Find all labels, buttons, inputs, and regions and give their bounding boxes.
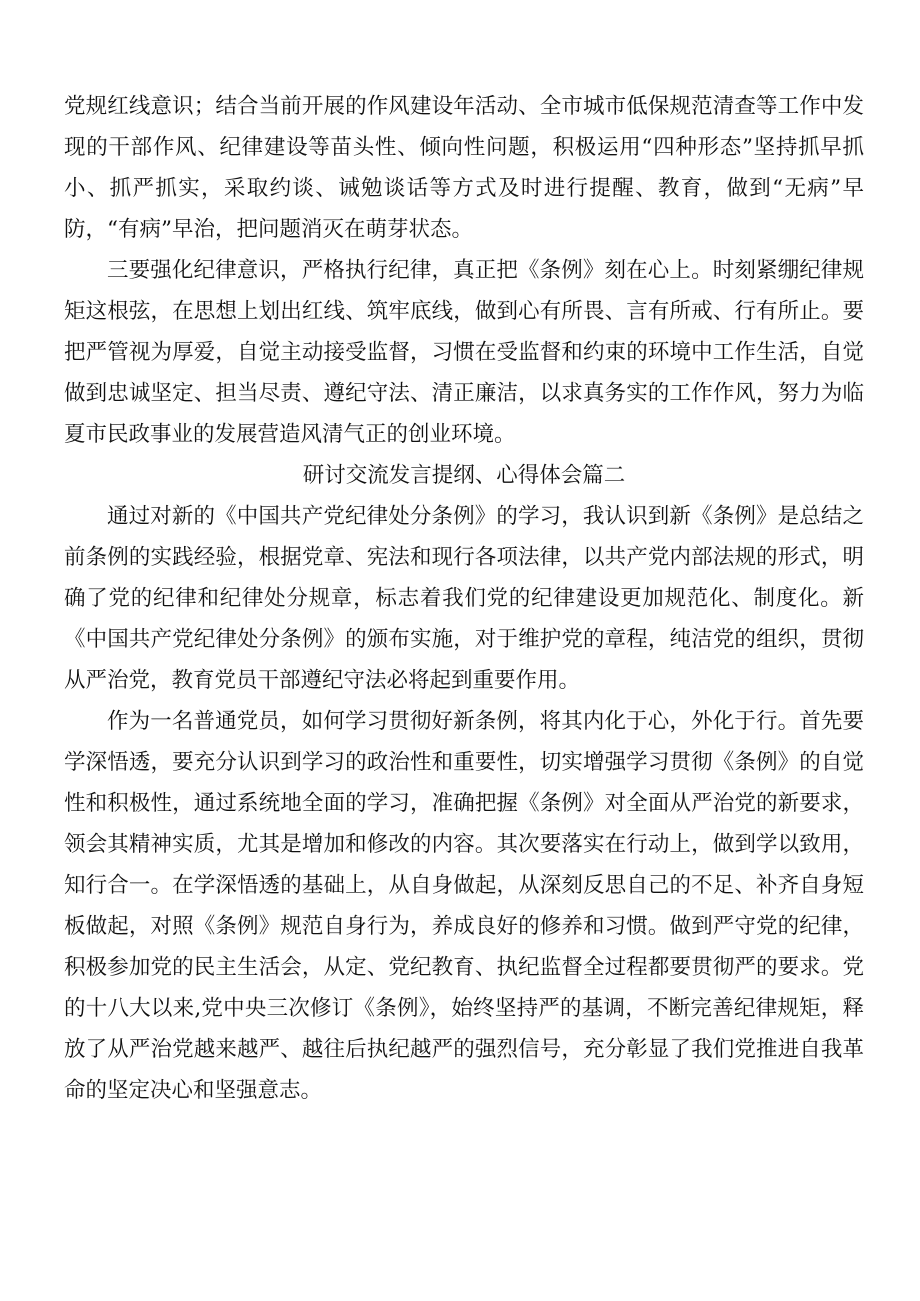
paragraph-4: 作为一名普通党员，如何学习贯彻好新条例，将其内化于心，外化于行。首先要学深悟透，要充分认识到学习的政治性和重要性，切实增强学习贯彻《条例》的自觉性和积极性，通过系统地全面的学习，准确把握《条例》对全面从严治党的新要求，领会其精神实质，尤其是增加和修改的内容。其次要落实在行动上，做到学以致用，知行合一。在学深悟透的基础上，从自身做起，从深刻反思自己的不足、补齐自身短板做起，对照《条例》规范自身行为，养成良好的修养和习惯。做到严守党的纪律，积极参加党的民主生活会，从定、党纪教育、执纪监督全过程都要贯彻严的要求。党的十八大以来,党中央三次修订《条例》，始终坚持严的基调，不断完善纪律规矩，释放了从严治党越来越严、越往后执纪越严的强烈信号，充分彰显了我们党推进自我革命的坚定决心和坚强意志。 <box>64 709 864 1103</box>
document-page <box>64 86 864 1111</box>
section-title: 研讨交流发言提纲、心得体会篇二 <box>302 463 626 488</box>
paragraph-3: 通过对新的《中国共产党纪律处分条例》的学习，我认识到新《条例》是总结之前条例的实践经验，根据党章、宪法和现行各项法律，以共产党内部法规的形式，明确了党的纪律和纪律处分规章，标志着我们党的纪律建设更加规范化、制度化。新《中国共产党纪律处分条例》的颁布实施，对于维护党的章程，纯洁党的组织，贯彻从严治党，教育党员干部遵纪守法必将起到重要作用。 <box>64 504 864 693</box>
paragraph-1: 党规红线意识；结合当前开展的作风建设年活动、全市城市低保规范清查等工作中发现的干部作风、纪律建设等苗头性、倾向性问题，积极运用“四种形态”坚持抓早抓小、抓严抓实，采取约谈、诫勉谈话等方式及时进行提醒、教育，做到“无病”早防，“有病”早治，把问题消灭在萌芽状态。 <box>64 94 864 242</box>
paragraph-2: 三要强化纪律意识，严格执行纪律，真正把《条例》刻在心上。时刻紧绷纪律规矩这根弦，在思想上划出红线、筑牢底线，做到心有所畏、言有所戒、行有所止。要把严管视为厚爱，自觉主动接受监督，习惯在受监督和约束的环境中工作生活，自觉做到忠诚坚定、担当尽责、遵纪守法、清正廉洁，以求真务实的工作作风，努力为临夏市民政事业的发展营造风清气正的创业环境。 <box>64 258 864 447</box>
